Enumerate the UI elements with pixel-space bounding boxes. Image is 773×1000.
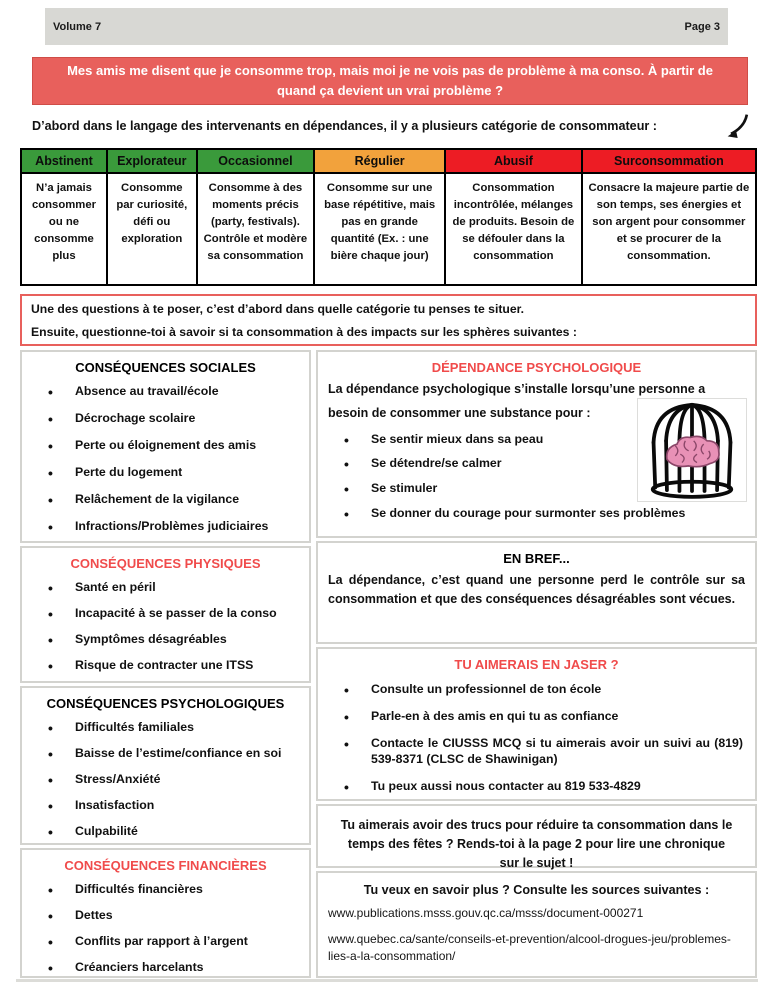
financieres-list bbox=[30, 882, 301, 976]
list-item: • Infractions/Problèmes judiciaires bbox=[46, 519, 297, 535]
list-item: • Tu peux aussi nous contacter au 819 533-4829 bbox=[342, 779, 743, 795]
cell-regulier: Consomme sur une base répétitive, mais pas en grande quantité (Ex. : une bière chaque jour) bbox=[314, 173, 445, 285]
list-item: • Perte ou éloignement des amis bbox=[46, 438, 297, 454]
list-item: • Créanciers harcelants bbox=[46, 960, 297, 976]
tips-box-text: Tu aimerais avoir des trucs pour réduire ta consommation dans le temps des fêtes ? Rends-toi à la page 2 pour lire une chronique sur le sujet ! bbox=[340, 818, 733, 870]
list-item: • Se sentir mieux dans sa peau bbox=[342, 432, 743, 448]
col-header-explorateur: Explorateur bbox=[107, 149, 197, 173]
list-item: • Relâchement de la vigilance bbox=[46, 492, 297, 508]
jaser-list bbox=[326, 682, 747, 795]
dependance-intro-line2: besoin de consommer une substance pour : bbox=[328, 405, 591, 420]
self-question-line1: Une des questions à te poser, c’est d’abord dans quelle catégorie tu penses te situer. bbox=[31, 302, 525, 316]
cell-abusif: Consommation incontrôlée, mélanges de produits. Besoin de se défouler dans la consommation bbox=[445, 173, 582, 285]
list-item: • Perte du logement bbox=[46, 465, 297, 481]
section-title-jaser: TU AIMERAIS EN JASER ? bbox=[454, 657, 619, 672]
cell-abstinent: N’a jamais consommer ou ne consomme plus bbox=[21, 173, 107, 285]
brain-in-cage-image bbox=[637, 398, 747, 502]
list-item: • Conflits par rapport à l’argent bbox=[46, 934, 297, 950]
list-item: • Symptômes désagréables bbox=[46, 632, 297, 648]
section-tips-box bbox=[316, 804, 757, 868]
col-header-abstinent: Abstinent bbox=[21, 149, 107, 173]
section-title-financieres: CONSÉQUENCES FINANCIÈRES bbox=[64, 858, 267, 873]
table-header-row bbox=[21, 149, 756, 173]
section-consequences-physiques bbox=[20, 546, 311, 683]
list-item: • Consulte un professionnel de ton école bbox=[342, 682, 743, 698]
dependance-intro-line1: La dépendance psychologique s’installe lorsqu’une personne a bbox=[328, 382, 706, 396]
section-consequences-financieres bbox=[20, 848, 311, 978]
section-title-dependance: DÉPENDANCE PSYCHOLOGIQUE bbox=[431, 360, 642, 375]
list-item: • Difficultés financières bbox=[46, 882, 297, 898]
col-header-abusif: Abusif bbox=[445, 149, 582, 173]
sociales-list bbox=[30, 384, 301, 535]
page-number-label: Page 3 bbox=[684, 20, 720, 33]
list-item: • Décrochage scolaire bbox=[46, 411, 297, 427]
col-header-occasionnel: Occasionnel bbox=[197, 149, 315, 173]
page-header-bar bbox=[45, 8, 728, 45]
section-title-psychologiques: CONSÉQUENCES PSYCHOLOGIQUES bbox=[46, 696, 285, 711]
section-tu-aimerais-en-jaser bbox=[316, 647, 757, 801]
list-item: • Se donner du courage pour surmonter ses problèmes bbox=[342, 506, 743, 522]
list-item: • Incapacité à se passer de la conso bbox=[46, 606, 297, 622]
list-item: • Dettes bbox=[46, 908, 297, 924]
psychologiques-list bbox=[30, 720, 301, 840]
table-description-row bbox=[21, 173, 756, 285]
source-link-quebec[interactable]: www.quebec.ca/sante/conseils-et-prevention/alcool-drogues-jeu/problemes-lies-a-la-consommation/ bbox=[328, 931, 731, 963]
cell-explorateur: Consomme par curiosité, défi ou exploration bbox=[107, 173, 197, 285]
intro-text: D’abord dans le langage des intervenants en dépendances, il y a plusieurs catégorie de consommateur : bbox=[32, 119, 657, 133]
list-item: • Absence au travail/école bbox=[46, 384, 297, 400]
list-item: • Culpabilité bbox=[46, 824, 297, 840]
physiques-list bbox=[30, 580, 301, 674]
cell-surconsommation: Consacre la majeure partie de son temps, ses énergies et son argent pour consommer et se procurer de la consommation. bbox=[582, 173, 756, 285]
list-item: • Santé en péril bbox=[46, 580, 297, 596]
self-question-line2: Ensuite, questionne-toi à savoir si ta consommation à des impacts sur les sphères suivantes : bbox=[31, 325, 577, 339]
self-question-box bbox=[20, 294, 757, 346]
section-title-sociales: CONSÉQUENCES SOCIALES bbox=[75, 360, 256, 375]
volume-label: Volume 7 bbox=[53, 20, 102, 33]
list-item: • Insatisfaction bbox=[46, 798, 297, 814]
sources-title: Tu veux en savoir plus ? Consulte les sources suivantes : bbox=[363, 883, 710, 897]
section-dependance-psychologique bbox=[316, 350, 757, 538]
question-banner-text: Mes amis me disent que je consomme trop, mais moi je ne vois pas de problème à ma conso. À partir de quand ça devient un vrai problème ? bbox=[67, 62, 713, 98]
list-item: • Risque de contracter une ITSS bbox=[46, 658, 297, 674]
cell-occasionnel: Consomme à des moments précis (party, festivals). Contrôle et modère sa consommation bbox=[197, 173, 315, 285]
source-link-msss[interactable]: www.publications.msss.gouv.qc.ca/msss/document-000271 bbox=[328, 906, 644, 920]
section-consequences-psychologiques bbox=[20, 686, 311, 845]
list-item: • Contacte le CIUSSS MCQ si tu aimerais avoir un suivi au (819) 539-8371 (CLSC de Shawinigan) bbox=[342, 736, 743, 768]
list-item: • Baisse de l’estime/confiance en soi bbox=[46, 746, 297, 762]
list-item: • Parle-en à des amis en qui tu as confiance bbox=[342, 709, 743, 725]
en-bref-text: La dépendance, c’est quand une personne perd le contrôle sur sa consommation et que des conséquences désagréables sont vécues. bbox=[328, 573, 745, 606]
consumer-categories-table bbox=[20, 148, 757, 286]
section-consequences-sociales bbox=[20, 350, 311, 543]
col-header-regulier: Régulier bbox=[314, 149, 445, 173]
list-item: • Se détendre/se calmer bbox=[342, 456, 743, 472]
section-sources bbox=[316, 871, 757, 978]
section-en-bref bbox=[316, 541, 757, 644]
section-title-en-bref: EN BREF... bbox=[503, 551, 570, 566]
curved-arrow-down-left-icon bbox=[721, 112, 751, 144]
question-banner bbox=[32, 57, 748, 105]
list-item: • Difficultés familiales bbox=[46, 720, 297, 736]
col-header-surconsommation: Surconsommation bbox=[582, 149, 756, 173]
list-item: • Stress/Anxiété bbox=[46, 772, 297, 788]
section-title-physiques: CONSÉQUENCES PHYSIQUES bbox=[70, 556, 261, 571]
list-item: • Se stimuler bbox=[342, 481, 743, 497]
bottom-divider bbox=[16, 979, 758, 982]
